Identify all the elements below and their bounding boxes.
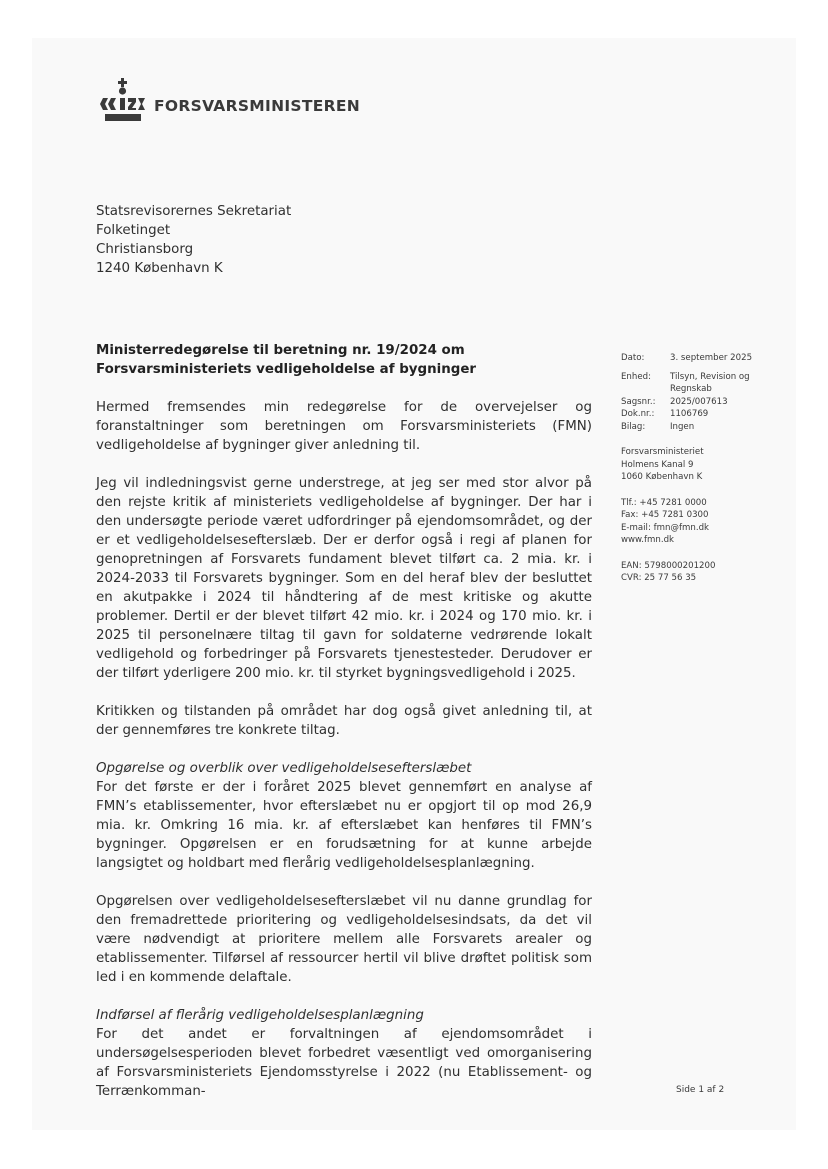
contact-email[interactable]: E-mail: fmn@fmn.dk: [621, 522, 710, 533]
paragraph: Opgørelsen over vedligeholdelsesefterslæbet vil nu danne grundlag for den fremadrettede prioritering og vedligeholdelsesindsats, da det vil være nødvendigt at prioritere mellem alle Forsvarets arealer og etablissementer. Tilførsel af ressourcer hertil vil blive drøftet politisk som led i en kommende delaftale.: [96, 894, 592, 985]
page-number: Side 1 af 2: [676, 1085, 725, 1095]
contact-fax: Fax: +45 7281 0300: [621, 510, 709, 521]
sender-address-line: Forsvarsministeriet: [621, 447, 704, 458]
meta-case-number: [621, 396, 801, 409]
recipient-line: Christiansborg: [96, 242, 194, 257]
sidebar-meta: [621, 352, 801, 585]
contact-website[interactable]: www.fmn.dk: [621, 535, 675, 546]
meta-doc-number: [621, 408, 801, 421]
meta-date: [621, 352, 801, 365]
letter-title: Ministerredegørelse til beretning nr. 19/2024 om Forsvarsministeriets vedligeholdelse af bygninger: [96, 343, 477, 377]
meta-value: 2025/007613: [670, 396, 728, 407]
paragraph: For det andet er forvaltningen af ejendomsområdet i undersøgelsesperioden blevet forbedret væsentligt ved omorganisering af Forsvarsministeriets Ejendomsstyrelse i 2022 (nu Etablissement- og Terrænkomman-: [96, 1027, 592, 1099]
paragraph: Jeg vil indledningsvist gerne understrege, at jeg ser med stor alvor på den rejste kritik af ministeriets vedligeholdelse af bygninger. Der har i den undersøgte periode været udfordringer på ejendomsområdet, og der er et vedligeholdelsesefterslæb. Der er derfor også i regi af planen for genopretningen af Forsvarets fundament blevet tilført ca. 2 mia. kr. i 2024-2033 til Forsvarets bygninger. Som en del heraf blev der besluttet en akutpakke i 2024 til håndtering af de mest kritiske og akutte problemer. Dertil er der blevet tilført 42 mio. kr. i 2024 og 170 mio. kr. i 2025 til personelnære tiltag til gavn for soldaterne vedrørende lokalt vedligehold og forbedringer på Forsvarets tjenestesteder. Derudover er der tilført yderligere 200 mio. kr. til styrket bygningsvedligehold i 2025.: [96, 476, 592, 681]
meta-attachments: [621, 421, 801, 434]
meta-unit: [621, 371, 801, 396]
meta-label: Sagsnr.:: [621, 396, 656, 407]
sender-address-line: 1060 København K: [621, 472, 703, 483]
meta-value: Ingen: [670, 421, 695, 432]
paragraph: For det første er der i foråret 2025 blevet gennemført en analyse af FMN’s etablissementer, hvor efterslæbet nu er opgjort til op mod 26,9 mia. kr. Omkring 16 mia. kr. af efterslæbet kan henføres til FMN’s bygninger. Opgørelsen er en forudsætning for at kunne arbejde langsigtet og holdbart med flerårig vedligeholdelsesplanlægning.: [96, 780, 592, 871]
meta-label: Bilag:: [621, 421, 646, 432]
contact-phone: Tlf.: +45 7281 0000: [621, 497, 707, 508]
meta-value: 1106769: [670, 409, 709, 420]
recipient-line: Statsrevisorernes Sekretariat: [96, 204, 292, 219]
section-heading: Opgørelse og overblik over vedligeholdelsesefterslæbet: [96, 761, 472, 776]
meta-value: 3. september 2025: [670, 353, 753, 363]
ean-number: EAN: 5798000201200: [621, 560, 716, 571]
section-heading: Indførsel af flerårig vedligeholdelsesplanlægning: [96, 1008, 424, 1023]
cvr-number: CVR: 25 77 56 35: [621, 573, 697, 584]
logo-text: FORSVARSMINISTEREN: [154, 97, 361, 115]
meta-label: Dato:: [621, 353, 645, 363]
sender-address-line: Holmens Kanal 9: [621, 459, 694, 470]
crown-icon: [100, 78, 146, 122]
ministry-logo: [100, 78, 360, 122]
meta-label: Dok.nr.:: [621, 409, 655, 420]
meta-label: Enhed:: [621, 371, 651, 382]
recipient-line: 1240 København K: [96, 261, 223, 276]
paragraph: Hermed fremsendes min redegørelse for de overvejelser og foranstaltninger som beretningen om Forsvarsministeriets (FMN) vedligeholdelse af bygninger giver anledning til.: [96, 400, 592, 453]
meta-value: Tilsyn, Revision og Regnskab: [670, 371, 750, 395]
recipient-address: [96, 202, 291, 278]
letter-body: [96, 341, 592, 1120]
paragraph: Kritikken og tilstanden på området har dog også givet anledning til, at der gennemføres tre konkrete tiltag.: [96, 704, 592, 738]
recipient-line: Folketinget: [96, 223, 171, 238]
